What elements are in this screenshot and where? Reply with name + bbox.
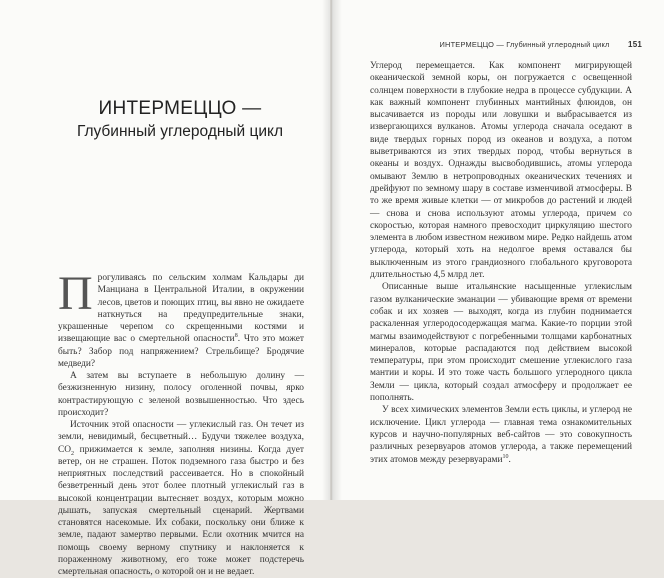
chapter-title-line2: Глубинный углеродный цикл <box>76 123 284 140</box>
running-head-chapter: ИНТЕРМЕЦЦО <box>439 40 495 49</box>
paragraph-text: . <box>508 454 511 465</box>
paragraph <box>370 404 632 465</box>
chapter-title <box>60 98 300 142</box>
left-body-text <box>58 267 305 578</box>
subscript: 2 <box>71 450 75 457</box>
running-head-subtitle: Глубинный углеродный цикл <box>506 40 610 49</box>
drop-cap: П <box>58 267 93 320</box>
running-head: ИНТЕРМЕЦЦО — Глубинный углеродный цикл 151 <box>439 40 642 49</box>
right-body-text <box>370 60 632 466</box>
paragraph-text: рогуливаясь по сельским холмам Кальдары ди Манциана в Центральной Италии, в окружении лесов, цветов и поющих птиц, вы явно не ожидаете наткнуться на предупредительные знаки, украшенные черепом со скрещенными костями и извещающие вас о смертельной опасности <box>58 273 304 345</box>
page-number: 151 <box>628 40 642 49</box>
paragraph-text: Источник этой опасности — углекислый газ. Он течет из земли, невидимый, бесцветный… Будучи тяжелее воздуха, CO <box>58 420 304 455</box>
footnote-ref: 10 <box>502 453 509 460</box>
paragraph: Описанные выше итальянские насыщенные углекислым газом вулканические эманации — убивающие время от времени собак и их хозяев — выходят, когда из глубин поднимается раскаленная углеродосодержащая магма. Какие-то порции этой магмы взаимодействуют с погребенными толщами карбонатных минералов, которые распадаются под действием высокой температуры, при этом происходит смешение углекислого газа мантии и коры. И это тоже часть большого углеродного цикла Земли — цикла, который создал атмосферу и продолжает ее пополнять. <box>370 282 632 404</box>
paragraph <box>58 267 305 370</box>
left-page <box>0 0 330 577</box>
paragraph <box>58 419 304 578</box>
paragraph-text: У всех химических элементов Земли есть циклы, и углерод не исключение. Цикл углерода — главная тема ознакомительных курсов и научно-популярных веб-сайтов — это совокупность различных резервуаров атомов углерода, а также перемещений этих атомов между резервуарами <box>370 405 632 465</box>
chapter-title-line1: ИНТЕРМЕЦЦО — <box>98 98 262 119</box>
paragraph: А затем вы вступаете в небольшую долину — безжизненную низину, полосу оголенной почвы, ярко контрастирующую с зеленой возвышенностью. Что здесь происходит? <box>58 371 304 418</box>
paragraph: Углерод перемещается. Как компонент мигрирующей океанической земной коры, он погружается с освещенной солнцем поверхности в глубокие недра в процессе субдукции. А как важный компонент глубинных мантийных флюидов, он высачивается из породы или ловушки и выбрасывается из извергающихся вулканов. Атомы углерода сначала оседают в виде твердых горных пород из океанов и воздуха, а потом выветриваются из этих твердых пород, чтобы вернуться в океаны и воздух. Однажды высвободившись, атомы углерода омывают Землю в нетропроводных океанических течениях и дрейфуют по земному шару в составе изменчивой атмосферы. В то же время живые клетки — от микробов до растений и людей — снова и снова используют атомы углерода, причем со скоростью, которая намного превосходит циркуляцию шестого элемента в любом известном неживом мире. Редко найдешь атом углерода, который хоть на недолгое время оставался бы выключенным из этого грандиозного глобального круговорота длительностью 4,5 млрд лет. <box>370 61 632 281</box>
footnote-ref: 8 <box>234 333 238 340</box>
paragraph-text: . Что это может быть? Забор под напряжением? Стрельбище? Бродячие медведи? <box>58 334 305 369</box>
paragraph-text: прижимается к земле, заполняя низины. Когда дует ветер, он не страшен. Поток подземного газа быстро и без неприятных последствий рассеивается. Но в спокойный безветренный день этот более плотный углекислый газ в высокой концентрации вытесняет воздух, которым можно дышать, запуская смертельный сценарий. Жертвами становятся насекомые. Их собаки, поскольку они ближе к земле, падают замертво первыми. Если охотник мчится на помощь своему верному спутнику и наклоняется к пораженному животному, его тоже может подстеречь смертельная опасность, о которой он и не ведает. <box>58 444 304 577</box>
